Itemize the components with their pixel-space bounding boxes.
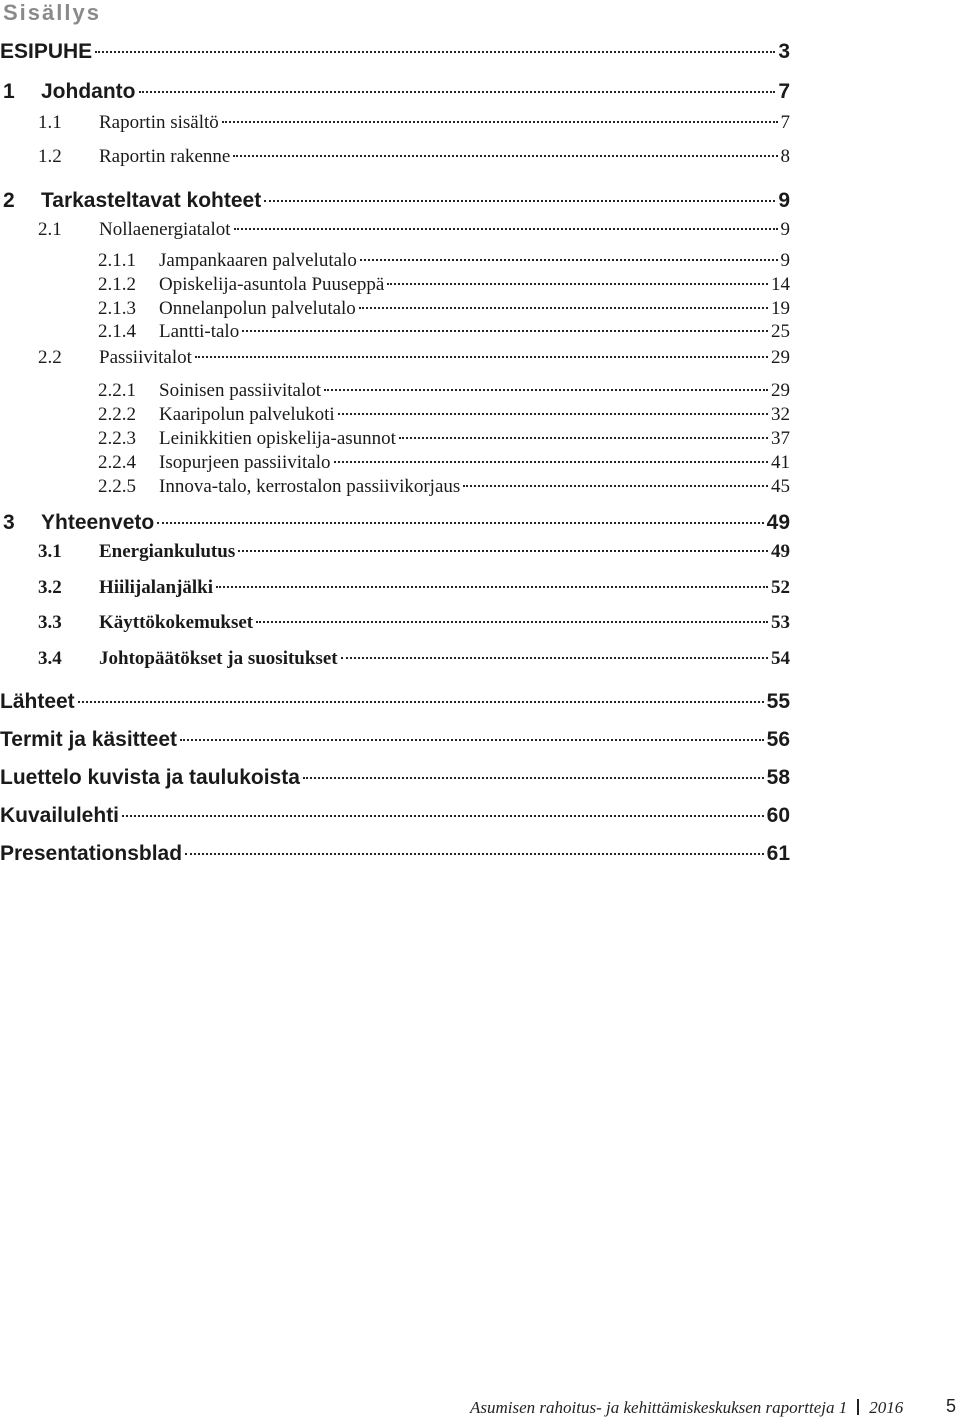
toc-entry[interactable] [0,112,790,138]
toc-entry-title: Kaaripolun palvelukoti [159,404,335,425]
dot-leader [256,620,768,623]
toc-entry[interactable] [0,612,790,638]
toc-entry-title: Käyttökokemukset [99,612,254,633]
dot-leader [139,90,776,93]
toc-entry[interactable] [0,146,790,172]
toc-entry-page: 60 [766,804,790,827]
toc-entry-number: 2.1.4 [98,321,136,342]
toc-entry-title: Passiivitalot [99,347,192,368]
toc-entry[interactable] [0,766,790,792]
dot-leader [463,484,768,487]
toc-entry-number: 2.1.1 [98,250,136,271]
toc-entry-title: Kuvailulehti [0,804,120,827]
toc-entry[interactable] [0,189,790,215]
toc-entry-number: 3.2 [38,577,62,598]
toc-entry-page: 45 [771,476,790,497]
toc-entry-title: Nollaenergiatalot [99,219,231,240]
toc-entry-page: 9 [778,189,790,212]
toc-entry-page: 56 [766,728,790,751]
dot-leader [222,120,778,123]
toc-entry-number: 1 [3,80,15,103]
toc-entry-page: 3 [778,40,790,63]
dot-leader [264,199,775,202]
toc-entry[interactable] [0,690,790,716]
dot-leader [359,306,768,309]
toc-entry-page: 29 [771,347,790,368]
toc-entry-title: Onnelanpolun palvelutalo [159,298,356,319]
toc-entry[interactable] [0,804,790,830]
toc-entry-page: 7 [780,112,790,133]
toc-entry[interactable] [0,219,790,245]
toc-entry-title: Jampankaaren palvelutalo [159,250,357,271]
toc-entry-page: 29 [771,380,790,401]
toc-entry-page: 58 [766,766,790,789]
toc-entry-number: 2.1.2 [98,274,136,295]
toc-entry-page: 19 [771,298,790,319]
dot-leader [399,436,768,439]
toc-entry[interactable] [0,40,790,66]
toc-entry-number: 1.2 [38,146,62,167]
footer-divider [857,1399,859,1415]
toc-entry[interactable] [0,347,790,373]
dot-leader [95,50,775,53]
toc-entry[interactable] [0,80,790,106]
toc-entry[interactable] [0,842,790,868]
toc-entry-title: Johdanto [41,80,136,103]
dot-leader [303,776,764,779]
dot-leader [360,258,778,261]
toc-entry[interactable] [0,541,790,567]
toc-entry-page: 14 [771,274,790,295]
toc-entry-number: 2.2.4 [98,452,136,473]
toc-entry-number: 2.2.3 [98,428,136,449]
toc-entry-page: 53 [771,612,790,633]
dot-leader [233,154,777,157]
toc-entry-page: 52 [771,577,790,598]
toc-entry-page: 54 [771,648,790,669]
toc-entry[interactable] [0,511,790,537]
toc-entry-page: 55 [766,690,790,713]
toc-entry-title: Isopurjeen passiivitalo [159,452,331,473]
toc-entry[interactable] [0,728,790,754]
toc-entry[interactable] [0,428,790,454]
toc-entry-page: 9 [780,219,790,240]
toc-entry[interactable] [0,380,790,406]
dot-leader [338,412,768,415]
toc-entry-number: 2 [3,189,15,212]
dot-leader [238,549,768,552]
toc-entry-number: 2.1 [38,219,62,240]
footer-year: 2016 [869,1398,904,1417]
toc-entry-page: 49 [771,541,790,562]
toc-entry-title: Luettelo kuvista ja taulukoista [0,766,300,789]
toc-entry-page: 7 [778,80,790,103]
dot-leader [216,585,768,588]
toc-entry-number: 2.2.2 [98,404,136,425]
toc-entry-title: Termit ja käsitteet [0,728,178,751]
toc-entry[interactable] [0,404,790,430]
toc-entry-number: 3.1 [38,541,62,562]
toc-entry-number: 2.2 [38,347,62,368]
dot-leader [78,700,764,703]
toc-entry[interactable] [0,250,790,276]
toc-entry-page: 61 [766,842,790,865]
toc-entry-title: Tarkasteltavat kohteet [41,189,262,212]
dot-leader [234,227,778,230]
toc-entry-title: Johtopäätökset ja suositukset [99,648,338,669]
toc-entry-title: Raportin rakenne [99,146,231,167]
toc-heading: Sisällys [3,0,101,25]
toc-entry-number: 2.2.5 [98,476,136,497]
dot-leader [157,521,763,524]
toc-entry-title: Yhteenveto [41,511,155,534]
toc-entry-title: Innova-talo, kerrostalon passiivikorjaus [159,476,461,497]
footer-series: Asumisen rahoitus- ja kehittämiskeskuksen raportteja 1 [470,1398,848,1417]
toc-entry-page: 8 [780,146,790,167]
dot-leader [195,355,768,358]
toc-entry-title: Soinisen passiivitalot [159,380,322,401]
dot-leader [387,282,768,285]
dot-leader [334,460,769,463]
toc-entry-title: Raportin sisältö [99,112,219,133]
toc-entry[interactable] [0,274,790,300]
toc-entry-page: 37 [771,428,790,449]
footer [470,1398,903,1418]
toc-entry[interactable] [0,476,790,502]
dot-leader [185,852,764,855]
toc-entry-title: Presentationsblad [0,842,183,865]
toc-entry-number: 2.2.1 [98,380,136,401]
toc-entry-number: 1.1 [38,112,62,133]
toc-entry[interactable] [0,648,790,674]
dot-leader [122,814,764,817]
toc-entry-page: 25 [771,321,790,342]
dot-leader [180,738,764,741]
toc-entry-title: Leinikkitien opiskelija-asunnot [159,428,396,449]
toc-entry-title: Lantti-talo [159,321,240,342]
toc-entry-number: 3.4 [38,648,62,669]
toc-entry-title: Opiskelija-asuntola Puuseppä [159,274,385,295]
toc-entry-page: 9 [780,250,790,271]
toc-entry-page: 32 [771,404,790,425]
page-number: 5 [946,1396,957,1416]
toc-entry-title: Hiilijalanjälki [99,577,214,598]
toc-entry-title: ESIPUHE [0,40,93,63]
dot-leader [341,656,768,659]
toc-entry[interactable] [0,321,790,347]
toc-entry-page: 49 [766,511,790,534]
toc-entry-title: Lähteet [0,690,75,713]
toc-entry-number: 3.3 [38,612,62,633]
toc-entry-number: 2.1.3 [98,298,136,319]
dot-leader [324,388,768,391]
toc-entry-title: Energiankulutus [99,541,236,562]
toc-entry-number: 3 [3,511,15,534]
dot-leader [242,329,768,332]
toc-entry[interactable] [0,452,790,478]
toc-entry-page: 41 [771,452,790,473]
toc-entry[interactable] [0,577,790,603]
